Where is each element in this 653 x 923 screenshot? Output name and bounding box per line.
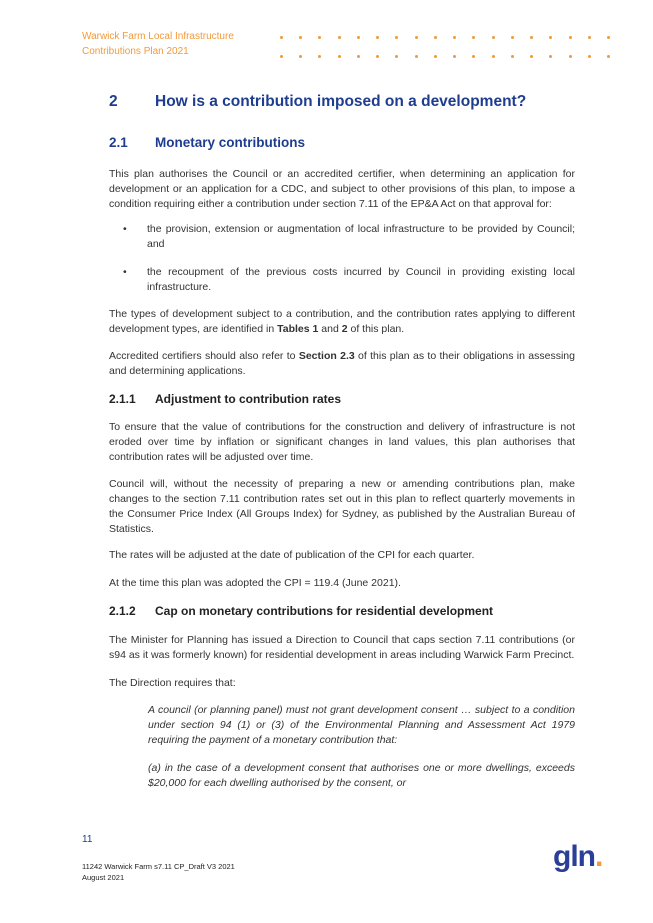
decorative-dot	[299, 36, 302, 39]
bullet-icon: •	[123, 266, 127, 278]
footer-doc-ref: 11242 Warwick Farm s7.11 CP_Draft V3 2021	[82, 862, 235, 871]
section-number: 2	[109, 93, 118, 110]
decorative-dot	[415, 36, 418, 39]
page-number: 11	[82, 834, 93, 845]
decorative-dot	[453, 55, 456, 58]
decorative-dot-pattern	[280, 28, 610, 66]
logo-dot: .	[595, 840, 603, 873]
decorative-dot	[511, 36, 514, 39]
bold-ref: Tables 1	[277, 323, 319, 335]
bullet-item	[123, 265, 575, 295]
decorative-dot	[453, 36, 456, 39]
header-title-line2: Contributions Plan 2021	[82, 46, 189, 57]
decorative-dot	[318, 55, 321, 58]
decorative-dot	[280, 36, 283, 39]
decorative-dot	[530, 55, 533, 58]
decorative-dot	[492, 55, 495, 58]
paragraph-ministerial-direction: The Minister for Planning has issued a Direction to Council that caps section 7.11 contributions (or s94 as it was formerly known) for residential development in areas including Warwick Farm Precinct.	[109, 634, 575, 661]
quote-block: A council (or planning panel) must not grant development consent … subject to a condition under section 94 (1) or (3) of the Environmental Planning and Assessment Act 1979 requiring the payment of a monetary contribution that:	[148, 704, 575, 746]
bullet-icon: •	[123, 223, 127, 235]
decorative-dot	[569, 36, 572, 39]
subsubsection-heading-cap	[109, 604, 493, 618]
bullet-text: the provision, extension or augmentation of local infrastructure to be provided by Council; and	[147, 223, 575, 250]
text-run: The types of development subject to a contribution, and the contribution rates applying to different development types, are identified in	[109, 308, 575, 335]
decorative-dot	[434, 55, 437, 58]
decorative-dot	[511, 55, 514, 58]
quote-block: (a) in the case of a development consent that authorises one or more dwellings, exceeds $20,000 for each dwelling authorised by the consent, or	[148, 762, 575, 789]
bold-ref: Section 2.3	[298, 350, 355, 362]
section-title: How is a contribution imposed on a development?	[155, 93, 527, 110]
bold-ref: 2	[341, 323, 348, 335]
decorative-dot	[607, 55, 610, 58]
dot-row	[280, 28, 610, 47]
decorative-dot	[299, 55, 302, 58]
paragraph-rate-adjustment: The rates will be adjusted at the date of publication of the CPI for each quarter.	[109, 549, 475, 561]
decorative-dot	[318, 36, 321, 39]
decorative-dot	[549, 55, 552, 58]
subsubsection-heading-adjustment	[109, 392, 341, 406]
decorative-dot	[357, 55, 360, 58]
text-run: of this plan as to their obligations in assessing and determining applications.	[109, 350, 575, 377]
paragraph-inflation: To ensure that the value of contributions for the construction and delivery of infrastructure is not eroded over time by inflation or significant changes in land values, this plan authorises that contribution rates will be adjusted over time.	[109, 421, 575, 463]
decorative-dot	[338, 55, 341, 58]
header-title-line1: Warwick Farm Local Infrastructure	[82, 31, 234, 42]
decorative-dot	[338, 36, 341, 39]
decorative-dot	[492, 36, 495, 39]
text-run: of this plan.	[347, 323, 405, 335]
decorative-dot	[588, 36, 591, 39]
document-header	[82, 29, 234, 59]
text-run: Accredited certifiers should also refer to	[109, 350, 299, 362]
subsection-title: Monetary contributions	[155, 135, 306, 150]
paragraph-cpi-value: At the time this plan was adopted the CPI = 119.4 (June 2021).	[109, 577, 401, 589]
paragraph-development-types	[109, 307, 575, 337]
decorative-dot	[395, 36, 398, 39]
decorative-dot	[607, 36, 610, 39]
paragraph-direction-requires: The Direction requires that:	[109, 677, 236, 689]
decorative-dot	[376, 36, 379, 39]
decorative-dot	[588, 55, 591, 58]
heading-title: Cap on monetary contributions for residential development	[155, 604, 494, 618]
decorative-dot	[549, 36, 552, 39]
text-run: and	[318, 323, 342, 335]
bullet-item	[123, 222, 575, 252]
decorative-dot	[376, 55, 379, 58]
footer-date: August 2021	[82, 873, 125, 882]
decorative-dot	[434, 36, 437, 39]
decorative-dot	[357, 36, 360, 39]
decorative-dot	[415, 55, 418, 58]
paragraph-accredited-certifiers	[109, 349, 575, 379]
heading-number: 2.1.2	[109, 604, 136, 618]
subsection-number: 2.1	[109, 135, 128, 150]
heading-title: Adjustment to contribution rates	[155, 392, 341, 406]
bullet-text: the recoupment of the previous costs incurred by Council in providing existing local infrastructure.	[147, 266, 575, 293]
heading-number: 2.1.1	[109, 392, 136, 406]
decorative-dot	[280, 55, 283, 58]
section-heading	[109, 93, 526, 111]
dot-row	[280, 47, 610, 66]
decorative-dot	[530, 36, 533, 39]
decorative-dot	[472, 36, 475, 39]
decorative-dot	[472, 55, 475, 58]
subsection-heading	[109, 135, 305, 150]
paragraph-cpi-changes: Council will, without the necessity of preparing a new or amending contributions plan, make changes to the section 7.11 contribution rates set out in this plan to reflect quarterly movements in the Consumer Price Index (All Groups Index) for Sydney, as published by the Australian Bureau of Statistics.	[109, 478, 575, 535]
gln-logo	[553, 840, 602, 874]
paragraph-authorisation: This plan authorises the Council or an accredited certifier, when determining an application for development or an application for a CDC, and subject to other provisions of this plan, to impose a condition requiring either a contribution under section 7.11 of the EP&A Act on that approval for:	[109, 168, 575, 210]
decorative-dot	[569, 55, 572, 58]
decorative-dot	[395, 55, 398, 58]
logo-text: gln	[553, 840, 595, 873]
document-footer	[82, 861, 235, 883]
